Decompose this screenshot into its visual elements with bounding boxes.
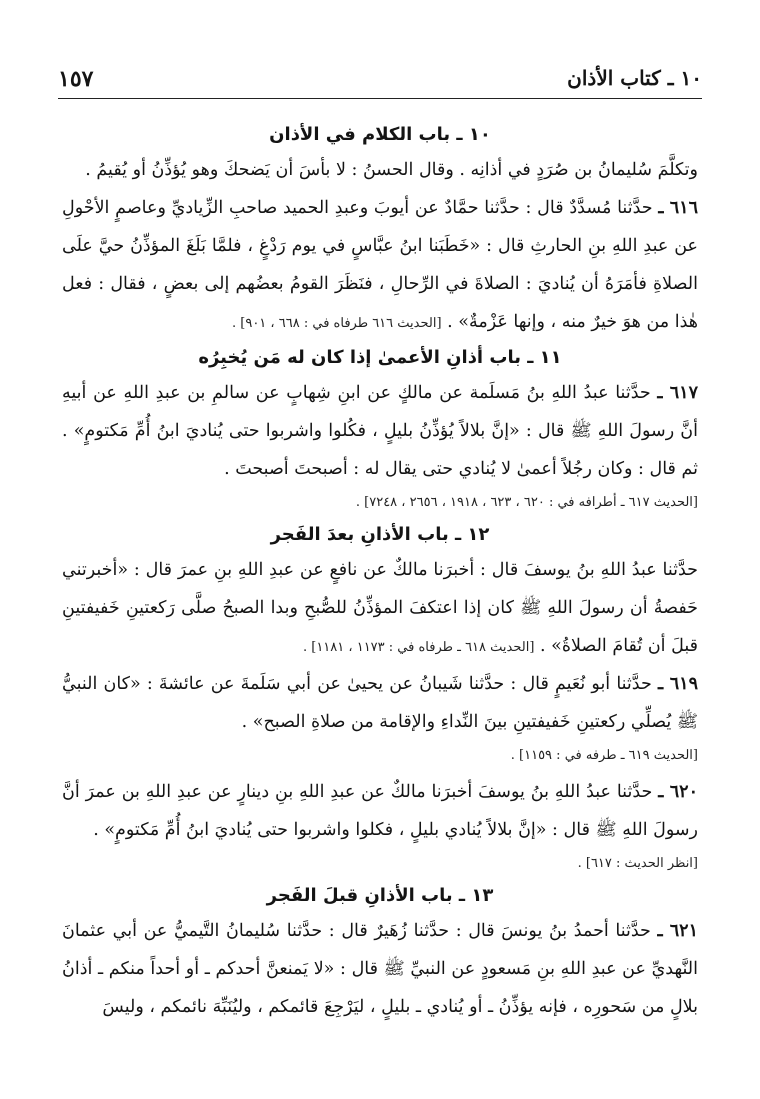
- hadith-number: ٦١٧ ـ: [657, 383, 698, 403]
- hadith-number: ٦١٩ ـ: [657, 674, 698, 694]
- text-paragraph: [62, 151, 698, 189]
- hadith-619: [62, 665, 698, 741]
- hadith-number: ٦١٦ ـ: [658, 198, 698, 218]
- page-header: [58, 64, 702, 99]
- hadith-617: [62, 374, 698, 488]
- hadith-621: [62, 912, 698, 1026]
- hadith-text: حدَّثنا عبدُ اللهِ بنُ يوسفَ أخبرَنا مالكٌ عن عبدِ اللهِ بنِ دينارٍ عن عبدِ اللهِ بن عمرَ أنَّ رسولَ اللهِ ﷺ قال : «إنَّ بلالاً يُنادي بليلٍ ، فكلوا واشربوا حتى يُناديَ ابنُ أُمِّ مَكتومٍ» .: [62, 782, 698, 840]
- running-title: ١٠ ـ كتاب الأذان: [567, 66, 702, 90]
- cross-reference: [الحديث ٦١٦ طرفاه في : ٦٦٨ ، ٩٠١] .: [232, 316, 442, 331]
- cross-reference-note: [الحديث ٦١٧ ـ أطرافه في : ٦٢٠ ، ٦٢٣ ، ١٩١٨ ، ٢٦٥٦ ، ٧٢٤٨] .: [355, 495, 698, 510]
- chapter-heading-11: ١١ ـ باب أذانِ الأعمىٰ إذا كان له مَن يُخبِرُه: [198, 347, 562, 368]
- cross-reference-note: [انظر الحديث : ٦١٧] .: [577, 856, 698, 871]
- cross-reference: [الحديث ٦١٨ ـ طرفاه في : ١١٧٣ ، ١١٨١] .: [302, 640, 535, 655]
- hadith-text: حدَّثنا أبو نُعَيمٍ قال : حدَّثنا شَيبانُ عن يحيىٰ عن أبي سَلَمةَ عن عائشةَ : «كان النبيُّ ﷺ يُصلِّي ركعتينِ خَفيفتينِ بينَ النِّداءِ والإقامة من صلاةِ الصبح» .: [62, 674, 698, 732]
- hadith-number: ٦٢١ ـ: [657, 921, 698, 941]
- hadith-618: [62, 551, 698, 665]
- cross-reference-note: [الحديث ٦١٩ ـ طرفه في : ١١٥٩] .: [510, 748, 698, 763]
- hadith-616: [62, 189, 698, 341]
- hadith-text: حدَّثنا عبدُ اللهِ بنُ مَسلَمة عن مالكٍ عن ابنِ شِهابٍ عن سالمِ بن عبدِ اللهِ عن أبيهِ أنَّ رسولَ اللهِ ﷺ قال : «إنَّ بلالاً يُؤذِّنُ بليلٍ ، فكُلوا واشربوا حتى يُناديَ ابنُ أُمِّ مَكتومٍ» . ثم قال : وكان رجُلاً أعمىٰ لا يُنادي حتى يقال له : أصبحتَ أصبحتَ .: [62, 383, 698, 479]
- hadith-number: ٦٢٠ ـ: [658, 782, 698, 802]
- hadith-text: حدَّثنا عبدُ اللهِ بنُ يوسفَ قال : أخبرَنا مالكٌ عن نافعٍ عن عبدِ اللهِ بنِ عمرَ قال : «أخبرتني حَفصةُ أن رسولَ اللهِ ﷺ كان إذا اعتكفَ المؤذِّنُ للصُّبحِ وبدا الصبحُ صلَّى رَكعتينِ خَفيفتينِ قبلَ أن تُقامَ الصلاةُ» .: [62, 560, 698, 656]
- paragraph-text: وتكلَّمَ سُليمانُ بن صُرَدٍ في أذانِه . وقال الحسنُ : لا بأسَ أن يَضحكَ وهو يُؤذِّنُ أو يُقيمُ .: [85, 160, 698, 180]
- hadith-text: حدَّثنا أحمدُ بنُ يونسَ قال : حدَّثنا زُهَيرٌ قال : حدَّثنا سُليمانُ التَّيميُّ عن أبي عثمانَ النَّهديِّ عن عبدِ اللهِ بنِ مَسعودٍ عن النبيِّ ﷺ قال : «لا يَمنعنَّ أحدكم ـ أو أحداً منكم ـ أذانُ بلالٍ من سَحورِه ، فإنه يؤذِّنُ ـ أو يُنادي ـ بليلٍ ، ليَرْجِعَ قائمكم ، وليُنَبِّهَ نائمكم ، وليسَ: [62, 921, 698, 1017]
- chapter-heading-10: ١٠ ـ باب الكلام في الأذان: [269, 124, 491, 145]
- chapter-heading-13: ١٣ ـ باب الأذانِ قبلَ الفَجر: [266, 885, 494, 906]
- page-content: [62, 118, 698, 1026]
- chapter-heading-12: ١٢ ـ باب الأذانِ بعدَ الفَجر: [270, 524, 490, 545]
- hadith-text: حدَّثنا مُسدَّدٌ قال : حدَّثنا حمَّادٌ عن أيوبَ وعبدِ الحميد صاحبِ الزِّياديِّ وعاصمٍ الأحْولِ عن عبدِ اللهِ بنِ الحارثِ قال : «خَطَبَنا ابنُ عبَّاسٍ في يوم رَدْغٍ ، فلمَّا بَلَغَ المؤذِّنُ حيَّ علَى الصلاةِ فأمَرَهُ أن يُناديَ : الصلاةَ في الرِّحالِ ، فنَظَرَ القومُ بعضُهم إلى بعضٍ ، فقال : فعل هٰذا من هوَ خيرٌ منه ، وإنها عَزْمةٌ» .: [62, 198, 698, 332]
- page-number: ١٥٧: [58, 66, 94, 92]
- hadith-620: [62, 773, 698, 849]
